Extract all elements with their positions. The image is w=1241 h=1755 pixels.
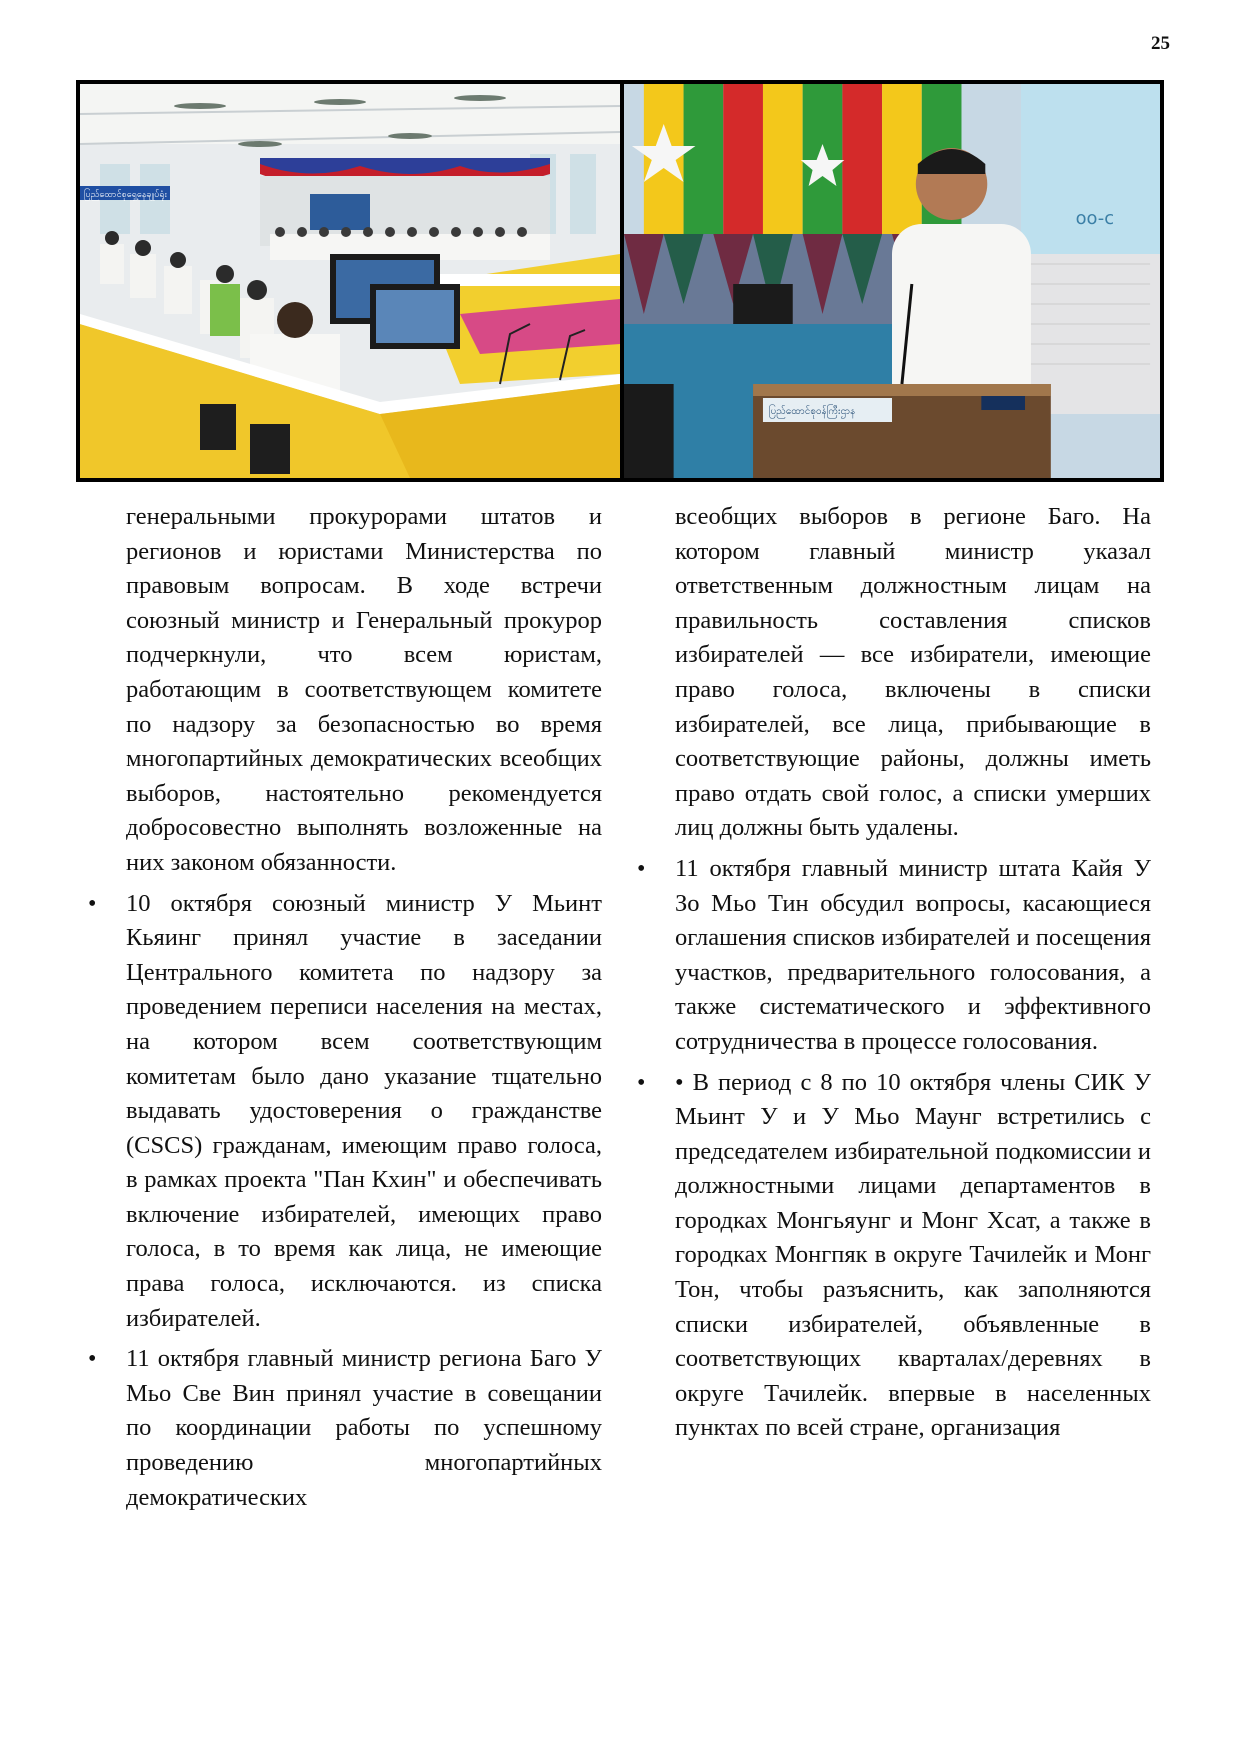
right-bullet-list — [675, 852, 1151, 1446]
speaker-photo — [624, 84, 1160, 478]
list-item: • 10 октября союзный министр У Мьинт Кьяинг принял участие в заседании Центрального комитета по надзору за проведением переписи населения на местах, на котором всем соответствующим комитетам было дано указание тщательно выдавать удостоверения о гражданстве (CSCS) гражданам, имеющим право голоса, в рамках проекта "Пан Кхин" и обеспечивать включение избирателей, имеющих право голоса, в то время как лица, не имеющие права голоса, исключаются. из списка избирателей. — [126, 887, 602, 1337]
svg-text:oo-c: oo-c — [1075, 207, 1115, 230]
list-item: • • В период с 8 по 10 октября члены СИК У Мьинт У и У Мьо Маунг встретились с председателем избирательной подкомиссии и должностными лицами департаментов в городках Монгьяунг и Монг Хсат, а также в городках Монгпяк в округе Тачилейк и Монг Тон, чтобы разъяснить, как заполняются списки избирателей, объявленные в соответствующих кварталах/деревнях в округе Тачилейк. впервые в населенных пунктах по всей стране, организация — [675, 1066, 1151, 1447]
left-continuation-paragraph: генеральными прокурорами штатов и регионов и юристами Министерства по правовым вопросам. В ходе встречи союзный министр и Генеральный прокурор подчеркнули, что всем юристам, работающим в соответствующем комитете по надзору за безопасностью во время многопартийных демократических всеобщих выборов, настоятельно рекомендуется добросовестно выполнять возложенные на них законом обязанности. — [126, 503, 602, 876]
banner-text: ပြည်ထောင်စုရှေ့နေချုပ်ရုံး — [84, 190, 167, 200]
page-number: 25 — [1151, 33, 1170, 54]
list-item: • 11 октября главный министр региона Баго У Мьо Све Вин принял участие в совещании по координации работы по успешному проведению многопартийных демократических — [126, 1342, 602, 1515]
photo-collage — [76, 80, 1164, 482]
left-bullet-list — [126, 887, 602, 1516]
right-continuation-paragraph: всеобщих выборов в регионе Баго. На котором главный министр указал ответственным должностным лицам на правильность составления списков избирателей — все избиратели, имеющие право голоса, включены в списки избирателей, все лица, прибывающие в соответствующие районы, должны иметь право отдать свой голос, а списки умерших лиц должны быть удалены. — [675, 503, 1151, 842]
left-column — [126, 500, 602, 1515]
podium-sign-text: ပြည်ထောင်စုဝန်ကြီးဌာန — [768, 405, 856, 418]
meeting-hall-photo — [80, 84, 620, 478]
right-column — [675, 500, 1151, 1446]
list-item: • 11 октября главный министр штата Кайя У Зо Мьо Тин обсудил вопросы, касающиеся оглашения списков избирателей и посещения участков, предварительного голосования, а также систематического и эффективного сотрудничества в процессе голосования. — [675, 852, 1151, 1060]
